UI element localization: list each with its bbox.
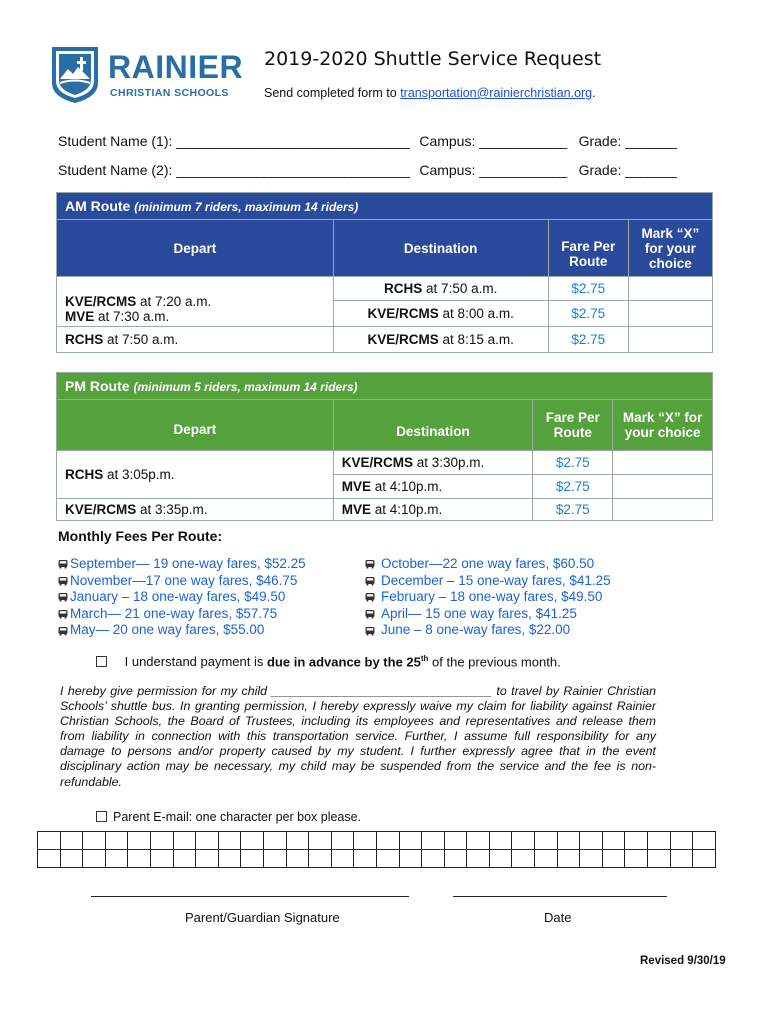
fee-item: October—22 one way fares, $60.50	[365, 556, 611, 573]
pm-depart-cell-2: KVE/RCMS at 3:35p.m.	[57, 499, 334, 521]
email-char-box[interactable]	[241, 850, 264, 868]
logo-brand-name: RAINIER	[108, 49, 244, 85]
fee-item: May— 20 one way fares, $55.00	[58, 622, 306, 639]
understand-sup: th	[420, 654, 429, 663]
email-char-box[interactable]	[286, 832, 309, 850]
bus-icon	[365, 609, 375, 619]
email-char-box[interactable]	[173, 850, 196, 868]
email-char-box[interactable]	[38, 850, 61, 868]
am-title-text: AM Route	[65, 198, 131, 214]
am-fare-2: $2.75	[548, 301, 628, 327]
email-char-box[interactable]	[263, 850, 286, 868]
pm-dest-1: KVE/RCMS at 3:30p.m.	[333, 451, 532, 475]
bus-icon	[58, 626, 68, 636]
grade-label: Grade:	[578, 162, 622, 178]
email-char-box[interactable]	[399, 832, 422, 850]
pm-route-table	[56, 372, 713, 521]
email-char-box[interactable]	[557, 850, 580, 868]
am-mark-3[interactable]	[628, 327, 712, 353]
pm-destination-header: Destination	[333, 400, 532, 451]
student-name-label: Student Name (1):	[58, 133, 173, 149]
parent-email-label-line	[96, 810, 361, 824]
email-char-box[interactable]	[331, 850, 354, 868]
email-char-box[interactable]	[263, 832, 286, 850]
student-name-blank[interactable]: ________________________________	[176, 133, 410, 149]
date-label: Date	[544, 910, 572, 925]
date-line[interactable]	[453, 896, 667, 897]
bus-icon	[58, 559, 68, 569]
email-char-box[interactable]	[489, 850, 512, 868]
grade-blank[interactable]: _______	[625, 162, 677, 178]
pm-fare-3: $2.75	[533, 499, 613, 521]
email-char-box[interactable]	[309, 832, 332, 850]
email-char-box[interactable]	[693, 832, 716, 850]
email-char-box[interactable]	[331, 832, 354, 850]
email-char-box[interactable]	[693, 850, 716, 868]
email-label: Parent E-mail: one character per box please.	[113, 810, 362, 824]
email-char-box[interactable]	[376, 832, 399, 850]
am-depart-header: Depart	[57, 220, 334, 277]
pm-fare-header: Fare Per Route	[533, 400, 613, 451]
monthly-fees-title: Monthly Fees Per Route:	[58, 528, 223, 544]
payment-checkbox[interactable]	[96, 656, 107, 667]
bus-icon	[365, 559, 375, 569]
email-char-box[interactable]	[557, 832, 580, 850]
fees-right-list	[365, 556, 611, 639]
email-char-box[interactable]	[670, 832, 693, 850]
email-char-box[interactable]	[535, 850, 558, 868]
email-char-box[interactable]	[467, 850, 490, 868]
email-char-box[interactable]	[444, 832, 467, 850]
am-mark-1[interactable]	[628, 277, 712, 301]
understand-post: of the previous month.	[428, 654, 561, 670]
email-char-box[interactable]	[150, 850, 173, 868]
am-fare-3: $2.75	[548, 327, 628, 353]
pm-mark-header: Mark “X” for your choice	[613, 400, 713, 451]
email-char-box[interactable]	[128, 832, 151, 850]
fees-left-list	[58, 556, 306, 639]
email-char-box[interactable]	[309, 850, 332, 868]
grade-blank[interactable]: _______	[625, 133, 677, 149]
email-char-box[interactable]	[376, 850, 399, 868]
email-char-box[interactable]	[354, 832, 377, 850]
pm-mark-2[interactable]	[613, 475, 713, 499]
email-char-box[interactable]	[648, 832, 671, 850]
fee-item: September— 19 one-way fares, $52.25	[58, 556, 306, 573]
email-char-box[interactable]	[354, 850, 377, 868]
fee-item: November—17 one way fares, $46.75	[58, 573, 306, 590]
campus-blank[interactable]: ____________	[479, 162, 567, 178]
email-char-box[interactable]	[625, 832, 648, 850]
campus-blank[interactable]: ____________	[479, 133, 567, 149]
am-destination-header: Destination	[333, 220, 548, 277]
email-char-box[interactable]	[489, 832, 512, 850]
pm-fare-2: $2.75	[533, 475, 613, 499]
am-depart-kve: KVE/RCMS at 7:20 a.m.	[65, 294, 212, 309]
bus-icon	[58, 576, 68, 586]
bus-icon	[365, 626, 375, 636]
email-char-box[interactable]	[196, 850, 219, 868]
email-char-box[interactable]	[512, 850, 535, 868]
email-char-box[interactable]	[60, 850, 83, 868]
email-char-box[interactable]	[218, 832, 241, 850]
am-depart-cell-1	[57, 277, 334, 327]
email-char-box[interactable]	[422, 850, 445, 868]
signature-label: Parent/Guardian Signature	[185, 910, 340, 925]
bus-icon	[58, 609, 68, 619]
fee-item: April— 15 one way fares, $41.25	[365, 606, 611, 623]
send-instruction	[264, 86, 596, 100]
pm-dest-3: MVE at 4:10p.m.	[333, 499, 532, 521]
am-note-text: (minimum 7 riders, maximum 14 riders)	[134, 200, 359, 214]
am-depart-mve: MVE at 7:30 a.m.	[65, 309, 170, 324]
email-char-box[interactable]	[38, 832, 61, 850]
student-name-label: Student Name (2):	[58, 162, 173, 178]
am-depart-cell-2: RCHS at 7:50 a.m.	[57, 327, 334, 353]
email-char-box[interactable]	[670, 850, 693, 868]
signature-line[interactable]	[91, 896, 409, 897]
pm-dest-2: MVE at 4:10p.m.	[333, 475, 532, 499]
am-dest-3: KVE/RCMS at 8:15 a.m.	[333, 327, 548, 353]
campus-label: Campus:	[419, 162, 476, 178]
fee-item: December – 15 one-way fares, $41.25	[365, 573, 611, 590]
email-char-box[interactable]	[580, 850, 603, 868]
pm-depart-header: Depart	[57, 400, 334, 451]
email-checkbox[interactable]	[96, 811, 107, 822]
send-suffix: .	[592, 86, 596, 100]
school-logo	[50, 45, 244, 107]
email-char-box[interactable]	[60, 832, 83, 850]
email-character-grid[interactable]	[37, 831, 716, 868]
fee-item: March— 21 one-way fares, $57.75	[58, 606, 306, 623]
email-grid-table[interactable]	[37, 831, 716, 868]
am-dest-1: RCHS at 7:50 a.m.	[333, 277, 548, 301]
bus-icon	[58, 592, 68, 602]
campus-label: Campus:	[419, 133, 476, 149]
student-1-line	[58, 133, 676, 149]
email-char-box[interactable]	[467, 832, 490, 850]
student-2-line	[58, 162, 676, 178]
logo-subtitle: CHRISTIAN SCHOOLS	[110, 87, 229, 99]
email-char-box[interactable]	[286, 850, 309, 868]
email-char-box[interactable]	[444, 850, 467, 868]
email-char-box[interactable]	[399, 850, 422, 868]
fee-item: June – 8 one-way fares, $22.00	[365, 622, 611, 639]
permission-paragraph: I hereby give permission for my child ________________________________ to travel by Rainier Christian Schools’ shuttle bus. In granting permission, I hereby expressly waive my claim for liability against Rainier Christian Schools, the Board of Trustees, including its employees and representatives and release them from liability in connection with this transportation service. Further, I assume full responsibility for any damage to persons and/or property caused by my student. I further expressly agree that in the event disciplinary action may be necessary, my child may be suspended from the service and the fee is non-refundable.	[60, 684, 656, 789]
email-char-box[interactable]	[105, 850, 128, 868]
pm-mark-1[interactable]	[613, 451, 713, 475]
am-fare-1: $2.75	[548, 277, 628, 301]
revised-date: Revised 9/30/19	[640, 955, 726, 967]
fee-item: February – 18 one-way fares, $49.50	[365, 589, 611, 606]
payment-acknowledgement	[96, 654, 561, 669]
email-char-box[interactable]	[173, 832, 196, 850]
pm-route-title	[57, 373, 713, 400]
grade-label: Grade:	[578, 133, 622, 149]
form-title: 2019-2020 Shuttle Service Request	[264, 48, 602, 70]
email-char-box[interactable]	[196, 832, 219, 850]
bus-icon	[365, 592, 375, 602]
am-fare-header: Fare Per Route	[548, 220, 628, 277]
understand-bold: due in advance by the 25	[266, 654, 421, 670]
email-char-box[interactable]	[512, 832, 535, 850]
email-char-box[interactable]	[602, 832, 625, 850]
pm-note-text: (minimum 5 riders, maximum 14 riders)	[133, 380, 358, 394]
email-char-box[interactable]	[83, 850, 106, 868]
am-mark-header: Mark “X” for your choice	[628, 220, 712, 277]
email-char-box[interactable]	[535, 832, 558, 850]
am-dest-2: KVE/RCMS at 8:00 a.m.	[333, 301, 548, 327]
email-char-box[interactable]	[580, 832, 603, 850]
student-name-blank[interactable]: ________________________________	[176, 162, 410, 178]
email-char-box[interactable]	[128, 850, 151, 868]
understand-pre: I understand payment is	[124, 654, 267, 670]
email-char-box[interactable]	[83, 832, 106, 850]
email-char-box[interactable]	[625, 850, 648, 868]
email-char-box[interactable]	[241, 832, 264, 850]
email-char-box[interactable]	[105, 832, 128, 850]
fee-item: January – 18 one-way fares, $49.50	[58, 589, 306, 606]
pm-depart-cell-1: RCHS at 3:05p.m.	[57, 451, 334, 499]
email-char-box[interactable]	[150, 832, 173, 850]
bus-icon	[365, 576, 375, 586]
send-prefix: Send completed form to	[264, 86, 401, 100]
am-route-table	[56, 192, 713, 353]
email-char-box[interactable]	[602, 850, 625, 868]
pm-mark-3[interactable]	[613, 499, 713, 521]
pm-title-text: PM Route	[65, 378, 130, 394]
email-char-box[interactable]	[648, 850, 671, 868]
am-route-title	[57, 193, 713, 220]
am-mark-2[interactable]	[628, 301, 712, 327]
shield-logo-icon	[50, 45, 100, 105]
pm-fare-1: $2.75	[533, 451, 613, 475]
email-char-box[interactable]	[422, 832, 445, 850]
email-char-box[interactable]	[218, 850, 241, 868]
email-link[interactable]: transportation@rainierchristian.org	[400, 86, 593, 100]
